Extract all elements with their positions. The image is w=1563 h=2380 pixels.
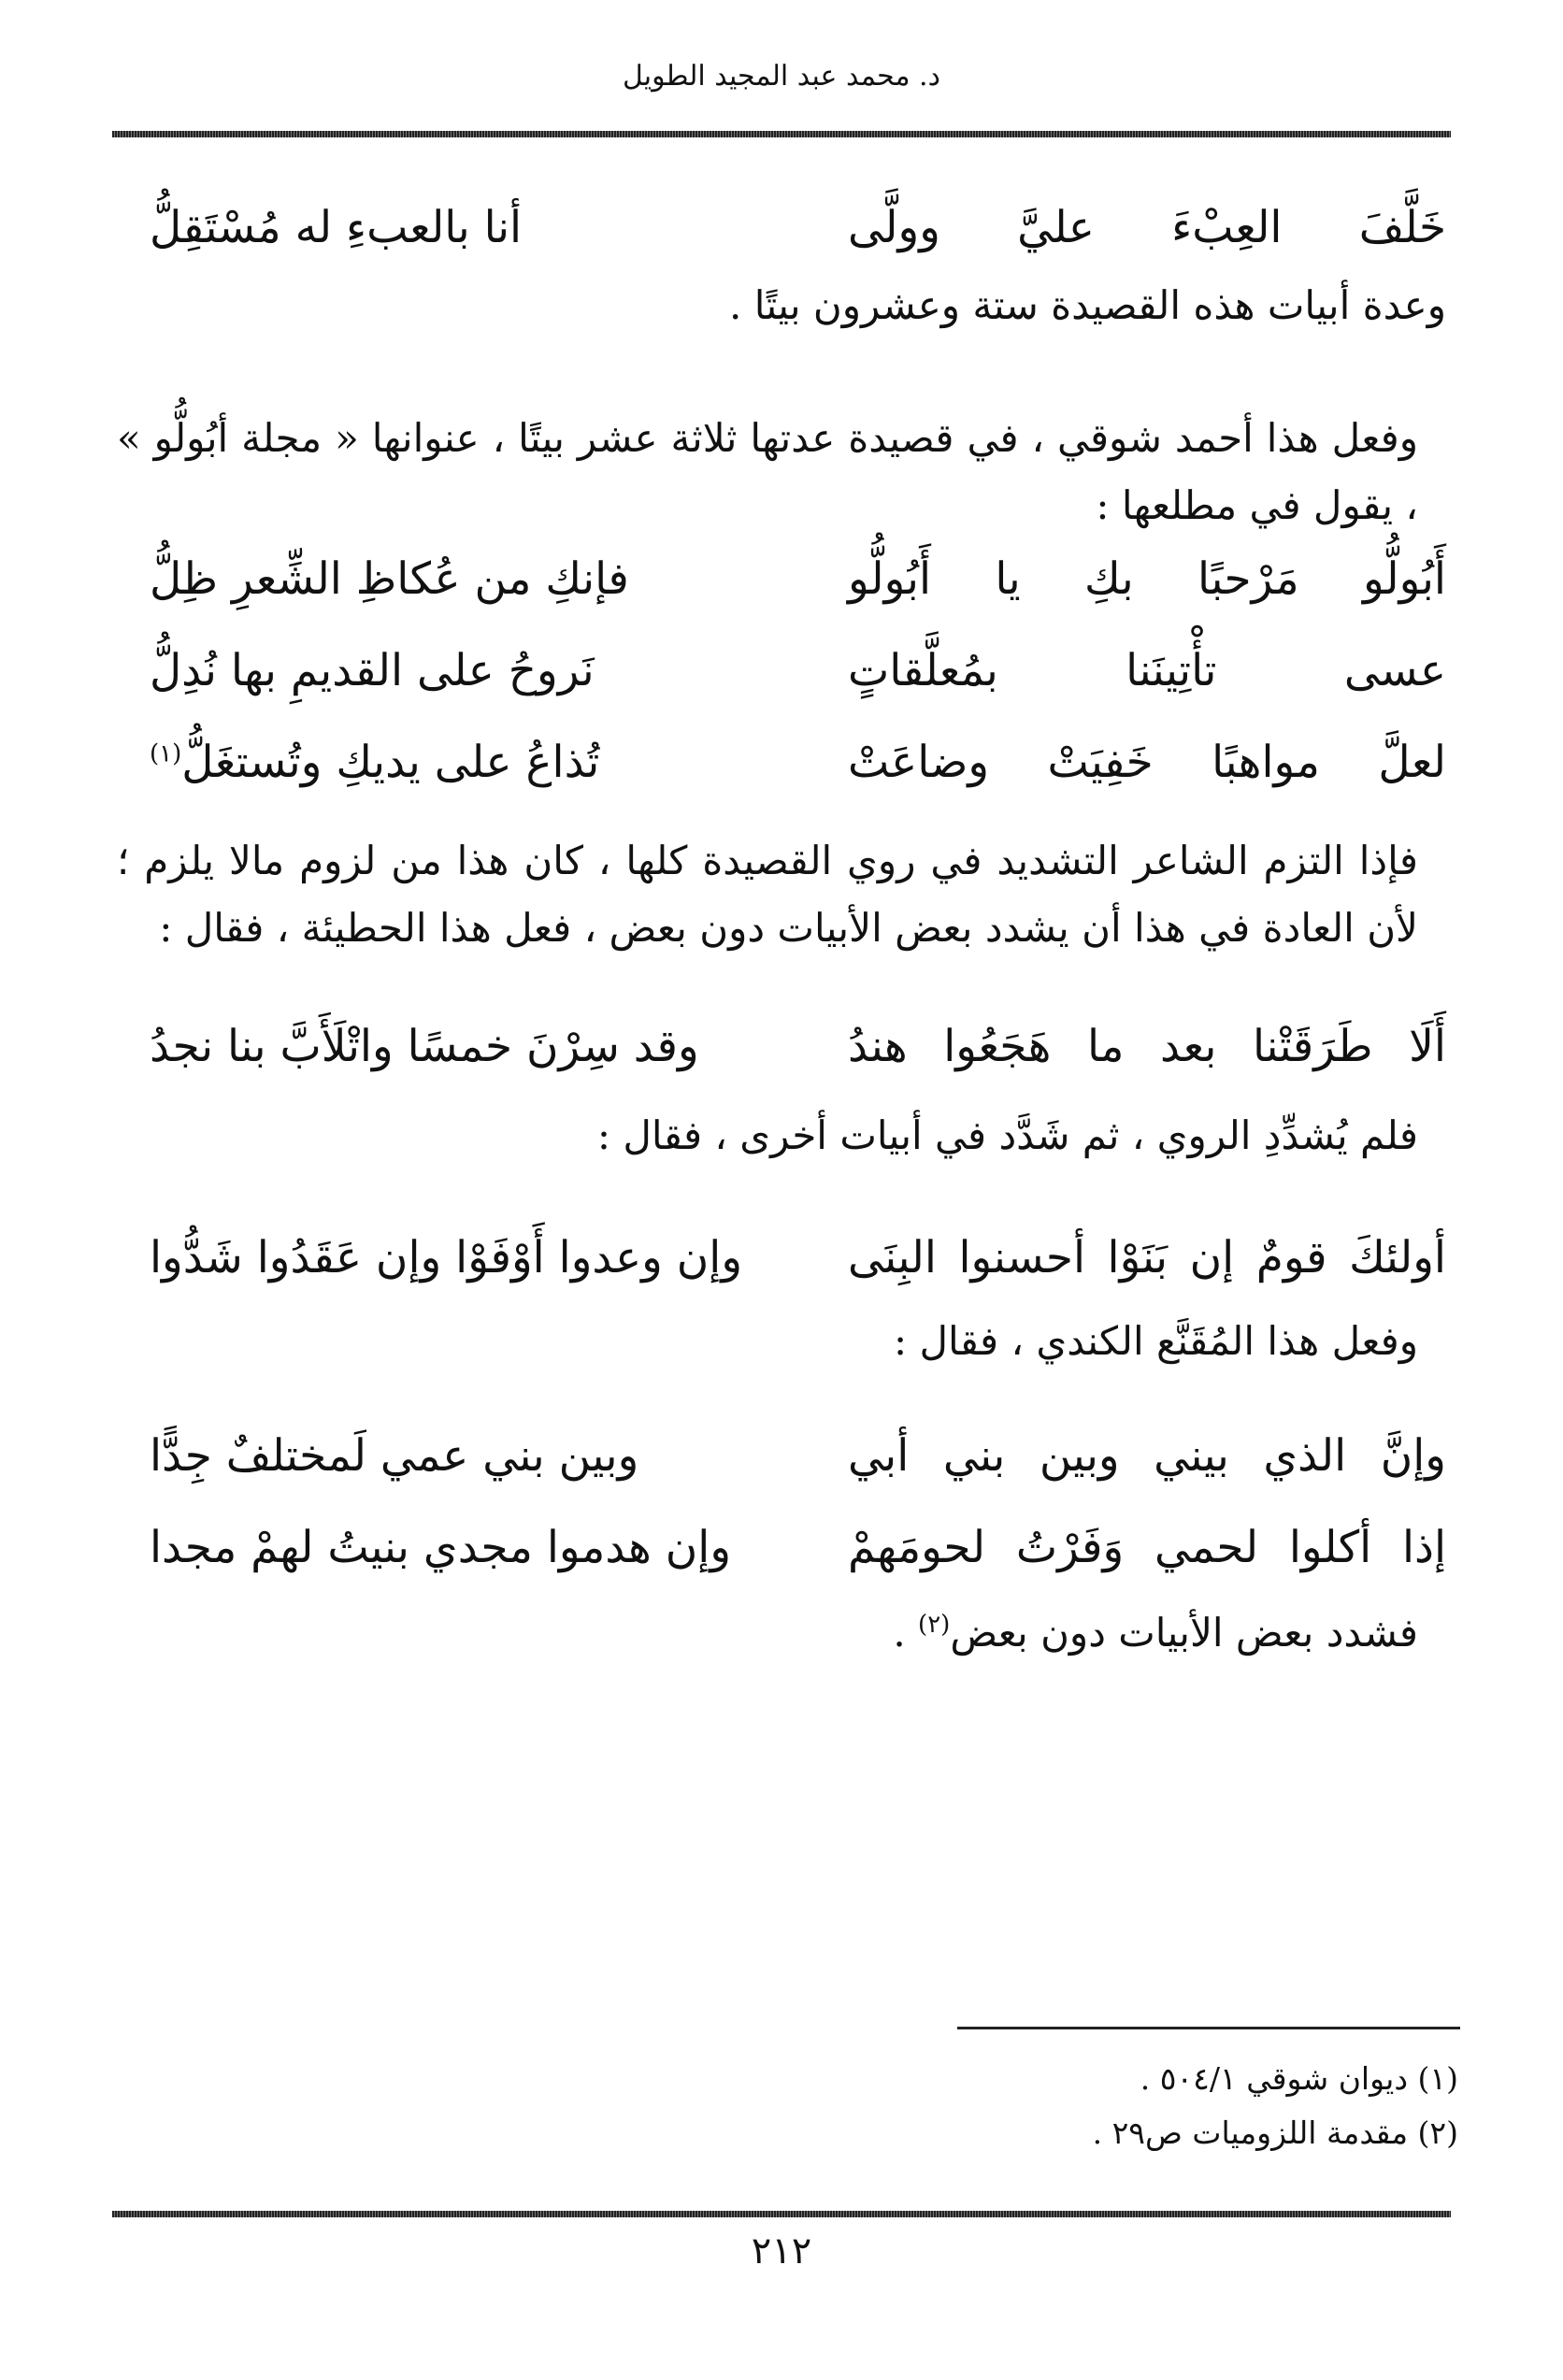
poem-block [117,543,1446,799]
first-hemistich: وإنَّ الذي بيني وبين بني أبي [848,1430,1446,1482]
verse-line [117,1420,1446,1493]
verse-line [117,543,1446,616]
paragraph-text: فلم يُشدِّدِ الروي ، ثم شَدَّد في أبيات أخرى ، فقال : [596,1112,1418,1158]
first-hemistich: أولئكَ قومٌ إن بَنَوْا أحسنوا البِنَى [848,1232,1446,1283]
poem-block [117,192,1446,265]
second-hemistich [117,1420,748,1493]
verse-line [117,635,1446,708]
verse-line [117,1011,1446,1083]
second-hemistich-text: تُذاعُ على يديكِ وتُستغَلُّ [181,737,600,788]
verse-line [117,726,1446,799]
first-hemistich: لعلَّ مواهبًا خَفِيَتْ وضاعَتْ [848,737,1446,788]
second-hemistich-text: وبين بني عمي لَمختلفٌ جِدًّا [150,1430,639,1482]
second-hemistich-text: فإنكِ من عُكاظِ الشِّعرِ ظِلُّ [150,553,629,605]
first-hemistich: إذا أكلوا لحمي وَفَرْتُ لحومَهمْ [848,1522,1446,1573]
verse-line [117,1512,1446,1584]
paragraph [117,1102,1446,1169]
second-hemistich [117,192,748,265]
verse-line [117,192,1446,265]
second-hemistich [117,543,748,616]
second-hemistich-text: أنا بالعبءِ له مُسْتَقِلُّ [150,202,523,253]
second-hemistich-text: وقد سِرْنَ خمسًا واتْلَأَبَّ بنا نجدُ [150,1021,699,1072]
running-head: د. محمد عبد المجيد الطويل [623,60,940,93]
footnote-separator [957,2027,1460,2029]
poem-block [117,1222,1446,1295]
paragraph [117,827,1446,962]
second-hemistich-text: نَروحُ على القديمِ بها نُدِلُّ [150,645,595,696]
first-hemistich: أَبُولُّو مَرْحبًا بكِ يا أَبُولُّو [848,553,1446,605]
second-hemistich-text: وإن وعدوا أَوْفَوْا وإن عَقَدُوا شَدُّوا [150,1232,743,1283]
paragraph-text: فإذا التزم الشاعر التشديد في روي القصيدة كلها ، كان هذا من لزوم مالا يلزم ؛ لأن العادة في هذا أن يشدد بعض الأبيات دون بعض ، فعل هذا الحطيئة ، فقال : [117,838,1418,951]
first-hemistich: أَلَا طَرَقَتْنا بعد ما هَجَعُوا هندُ [848,1021,1446,1072]
paragraph [117,272,1446,339]
paragraph-text: وفعل هذا أحمد شوقي ، في قصيدة عدتها ثلاثة عشر بيتًا ، عنوانها « مجلة أبُولُّو » ، يقول في مطلعها : [117,415,1418,528]
paragraph [117,405,1446,539]
page-number: ٢١٢ [751,2229,812,2272]
second-hemistich [117,635,748,708]
footnotes [804,2052,1458,2160]
footer-rule [112,2211,1451,2217]
second-hemistich-text: وإن هدموا مجدي بنيتُ لهمْ مجدا [150,1522,732,1573]
footnote-item: (٢) مقدمة اللزوميات ص٢٩ . [1092,2115,1458,2151]
paragraph-tail: . [893,1610,919,1656]
poem-block [117,1011,1446,1083]
footnote-item: (١) ديوان شوقي ٥٠٤/١ . [1140,2060,1458,2097]
paragraph-text: وعدة أبيات هذه القصيدة ستة وعشرون بيتًا . [729,282,1446,328]
paragraph-text: فشدد بعض الأبيات دون بعض [950,1610,1418,1656]
first-hemistich: خَلَّفَ العِبْءَ عليَّ وولَّى [848,202,1446,253]
footnote-marker: (٢) [918,1611,951,1639]
verse-line [117,1222,1446,1295]
paragraph [117,1599,1446,1667]
first-hemistich: عسى تأْتِينَنا بمُعلَّقاتٍ [848,645,1446,696]
poem-block [117,1420,1446,1584]
paragraph-text: وفعل هذا المُقَنَّع الكندي ، فقال : [893,1318,1418,1364]
footnote-marker: (١) [150,739,182,768]
second-hemistich [117,1222,748,1295]
second-hemistich [117,1011,748,1083]
header-rule [112,131,1451,137]
main-text [117,192,1446,1667]
second-hemistich [117,726,748,799]
second-hemistich [117,1512,748,1584]
paragraph [117,1308,1446,1375]
